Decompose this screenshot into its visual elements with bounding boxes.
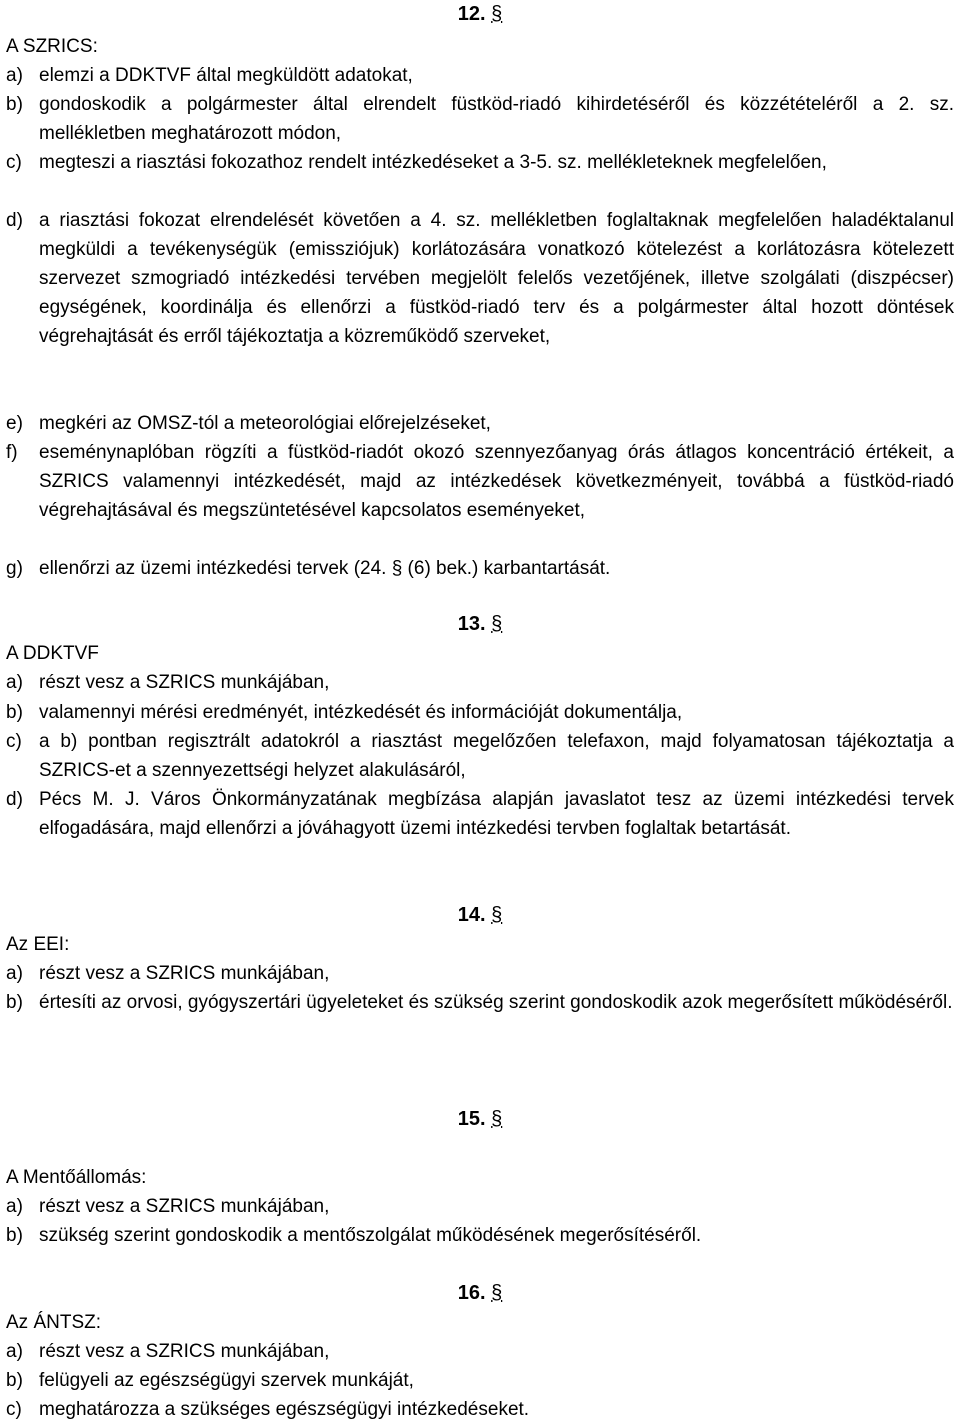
item-letter: a) bbox=[6, 672, 23, 693]
item-letter: b) bbox=[6, 1225, 23, 1246]
item-text: eseménynaplóban rögzíti a füstköd-riadót okozó szennyezőanyag órás átlagos koncentráció értékeit, a SZRICS valamennyi intézkedését, majd az intézkedések következményeit, továbbá a füstköd-riadó végrehajtásával és megszüntetésével kapcsolatos eseményeket, bbox=[39, 442, 954, 521]
item-text: ellenőrzi az üzemi intézkedési tervek (24. § (6) bek.) karbantartását. bbox=[39, 558, 611, 579]
item-text: szükség szerint gondoskodik a mentőszolgálat működésének megerősítéséről. bbox=[39, 1225, 702, 1246]
list-item bbox=[6, 148, 954, 177]
item-text: részt vesz a SZRICS munkájában, bbox=[39, 1341, 330, 1362]
list-item bbox=[6, 554, 954, 583]
item-text: értesíti az orvosi, gyógyszertári ügyeleteket és szükség szerint gondoskodik azok megerősített működéséről. bbox=[39, 992, 953, 1013]
item-letter: a) bbox=[6, 1341, 23, 1362]
item-letter: f) bbox=[6, 442, 18, 463]
section-number: 16. bbox=[457, 1282, 486, 1304]
section-subject: A SZRICS: bbox=[6, 36, 98, 57]
paragraph-sign: § bbox=[491, 3, 503, 25]
item-letter: a) bbox=[6, 1196, 23, 1217]
section-heading bbox=[0, 1105, 960, 1134]
item-letter: g) bbox=[6, 558, 23, 579]
list-item bbox=[6, 206, 954, 351]
list-item bbox=[6, 409, 954, 438]
section-subject: A DDKTVF bbox=[6, 643, 99, 664]
section-number: 13. bbox=[457, 613, 486, 635]
item-text: részt vesz a SZRICS munkájában, bbox=[39, 1196, 330, 1217]
item-text: Pécs M. J. Város Önkormányzatának megbízása alapján javaslatot tesz az üzemi intézkedési tervek elfogadására, majd ellenőrzi a jóváhagyott üzemi intézkedési tervben foglaltak betartását. bbox=[39, 789, 954, 839]
item-letter: a) bbox=[6, 65, 23, 86]
item-text: valamennyi mérési eredményét, intézkedését és információját dokumentálja, bbox=[39, 702, 683, 723]
item-text: részt vesz a SZRICS munkájában, bbox=[39, 672, 330, 693]
item-letter: a) bbox=[6, 963, 23, 984]
item-text: megkéri az OMSZ-tól a meteorológiai előrejelzéseket, bbox=[39, 413, 491, 434]
list-item bbox=[6, 988, 954, 1017]
list-item bbox=[6, 438, 954, 525]
list-item bbox=[6, 698, 954, 727]
item-letter: c) bbox=[6, 731, 22, 752]
paragraph-sign: § bbox=[491, 904, 503, 926]
list-item bbox=[6, 1337, 954, 1366]
item-text: a riasztási fokozat elrendelését követően a 4. sz. mellékletben foglaltaknak megfelelően haladéktalanul megküldi a tevékenységük (emissziójuk) korlátozására vonatkozó kötelezést a korlátozásra kötelezett szervezet szmogriadó intézkedési tervében megjelölt felelős vezetőjének, illetve szolgálati (diszpécser) egységének, koordinálja és ellenőrzi a füstköd-riadó terv és a polgármester által hozott döntések végrehajtását és erről tájékoztatja a közreműködő szerveket, bbox=[39, 210, 954, 347]
item-text: a b) pontban regisztrált adatokról a riasztást megelőzően telefaxon, majd folyamatosan tájékoztatja a SZRICS-et a szennyezettségi helyzet alakulásáról, bbox=[39, 731, 954, 781]
list-item bbox=[6, 90, 954, 148]
section-subject: Az ÁNTSZ: bbox=[6, 1312, 102, 1333]
list-item bbox=[6, 61, 954, 90]
item-letter: d) bbox=[6, 210, 23, 231]
list-item bbox=[6, 1192, 954, 1221]
list-item bbox=[6, 1221, 954, 1250]
item-text: részt vesz a SZRICS munkájában, bbox=[39, 963, 330, 984]
item-text: elemzi a DDKTVF által megküldött adatokat, bbox=[39, 65, 413, 86]
section-heading bbox=[0, 610, 960, 639]
item-text: meghatározza a szükséges egészségügyi intézkedéseket. bbox=[39, 1399, 530, 1420]
list-item bbox=[6, 668, 954, 697]
list-item bbox=[6, 785, 954, 843]
item-letter: c) bbox=[6, 1399, 22, 1420]
section-subject: A Mentőállomás: bbox=[6, 1167, 147, 1188]
section-subject: Az EEI: bbox=[6, 934, 70, 955]
item-letter: c) bbox=[6, 152, 22, 173]
item-letter: b) bbox=[6, 992, 23, 1013]
item-text: gondoskodik a polgármester által elrendelt füstköd-riadó kihirdetéséről és közzétételéről a 2. sz. mellékletben meghatározott módon, bbox=[39, 94, 954, 144]
section-heading bbox=[0, 1279, 960, 1308]
item-text: megteszi a riasztási fokozathoz rendelt intézkedéseket a 3-5. sz. mellékleteknek megfelelően, bbox=[39, 152, 827, 173]
section-number: 15. bbox=[457, 1108, 486, 1130]
section-number: 14. bbox=[457, 904, 486, 926]
section-heading bbox=[0, 901, 960, 930]
section-number: 12. bbox=[457, 3, 486, 25]
item-letter: b) bbox=[6, 702, 23, 723]
item-letter: d) bbox=[6, 789, 23, 810]
list-item bbox=[6, 959, 954, 988]
list-item bbox=[6, 727, 954, 785]
item-letter: b) bbox=[6, 1370, 23, 1391]
list-item bbox=[6, 1366, 954, 1395]
item-letter: e) bbox=[6, 413, 23, 434]
list-item bbox=[6, 1395, 954, 1424]
paragraph-sign: § bbox=[491, 1108, 503, 1130]
paragraph-sign: § bbox=[491, 613, 503, 635]
paragraph-sign: § bbox=[491, 1282, 503, 1304]
item-text: felügyeli az egészségügyi szervek munkáját, bbox=[39, 1370, 414, 1391]
item-letter: b) bbox=[6, 94, 23, 115]
section-heading bbox=[0, 0, 960, 29]
